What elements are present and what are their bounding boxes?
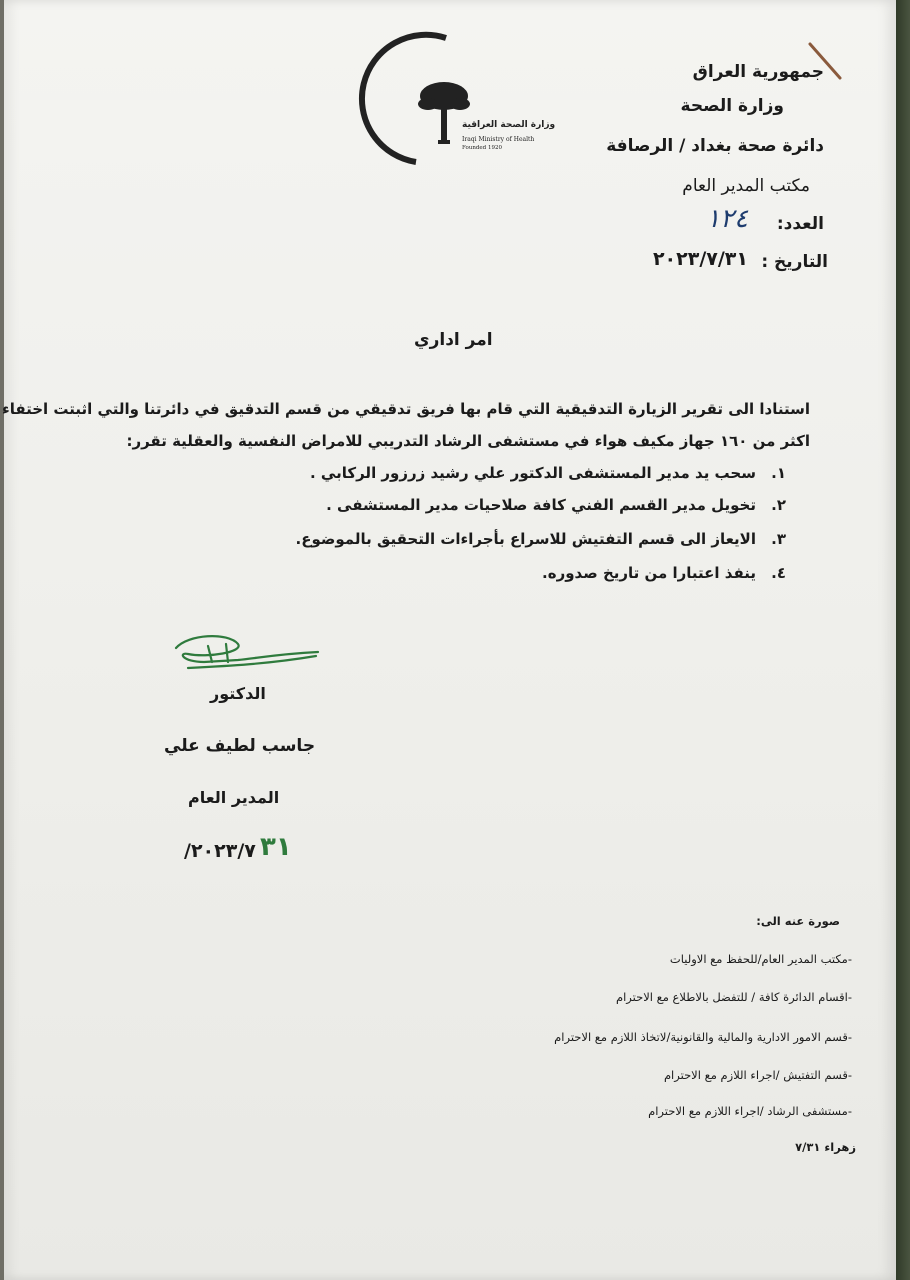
list-item: الايعاز الى قسم التفتيش للاسراع بأجراءات التحقيق بالموضوع. — [295, 530, 756, 548]
copies-line: -قسم الامور الادارية والمالية والقانونية/لاتخاذ اللازم مع الاحترام — [554, 1030, 852, 1044]
list-item: سحب يد مدير المستشفى الدكتور علي رشيد زرزور الركابي . — [310, 464, 756, 482]
logo-name-en: Iraqi Ministry of Health — [462, 136, 535, 143]
list-item-number: ٤. — [771, 564, 786, 582]
document-page — [4, 0, 896, 1280]
background-edge — [896, 0, 910, 1280]
signature-name: جاسب لطيف علي — [164, 736, 316, 756]
date-label: التاريخ : — [761, 252, 828, 272]
copies-heading: صورة عنه الى: — [756, 914, 840, 928]
copies-line: -مستشفى الرشاد /اجراء اللازم مع الاحترام — [648, 1104, 852, 1118]
copies-line: -مكتب المدير العام/للحفظ مع الاوليات — [669, 952, 852, 966]
header-directorate: دائرة صحة بغداد / الرصافة — [606, 136, 824, 156]
signature-position: المدير العام — [188, 788, 280, 807]
signature-date-handwritten: ٣١ — [260, 832, 292, 862]
list-item: تخويل مدير القسم الفني كافة صلاحيات مدير المستشفى . — [326, 496, 756, 514]
date-value: ٢٠٢٣/٧/٣١ — [652, 248, 748, 270]
logo-name-ar: وزارة الصحة العراقية — [462, 120, 556, 130]
header-ministry: وزارة الصحة — [680, 96, 784, 116]
logo-founded: Founded 1920 — [462, 145, 502, 151]
list-item: ينفذ اعتبارا من تاريخ صدوره. — [542, 564, 756, 582]
list-item-number: ١. — [771, 464, 786, 482]
header-office: مكتب المدير العام — [682, 176, 810, 196]
header-country: جمهورية العراق — [692, 62, 824, 82]
signature-icon — [168, 628, 328, 678]
copies-line: -قسم التفتيش /اجراء اللازم مع الاحترام — [663, 1068, 852, 1082]
list-item-number: ٣. — [771, 530, 786, 548]
signature-title: الدكتور — [210, 684, 266, 703]
signature-date-printed: ٢٠٢٣/٧/ — [184, 840, 256, 862]
ministry-logo — [376, 34, 556, 174]
number-value: ١٢٤ — [706, 204, 748, 234]
page-title: امر اداري — [414, 330, 493, 350]
copies-line: -اقسام الدائرة كافة / للتفضل بالاطلاع مع الاحترام — [615, 990, 852, 1004]
number-label: العدد: — [776, 214, 824, 234]
list-item-number: ٢. — [771, 496, 786, 514]
body-line-1: استنادا الى تقرير الزيارة التدقيقية التي قام بها فريق تدقيقي من قسم التدقيق في دائرتنا والتي اثبتت اختفاء — [2, 400, 810, 418]
body-line-2: اكثر من ١٦٠ جهاز مكيف هواء في مستشفى الرشاد التدريبي للامراض النفسية والعقلية تقرر: — [126, 432, 810, 450]
copies-footer: زهراء ٧/٣١ — [795, 1140, 856, 1154]
